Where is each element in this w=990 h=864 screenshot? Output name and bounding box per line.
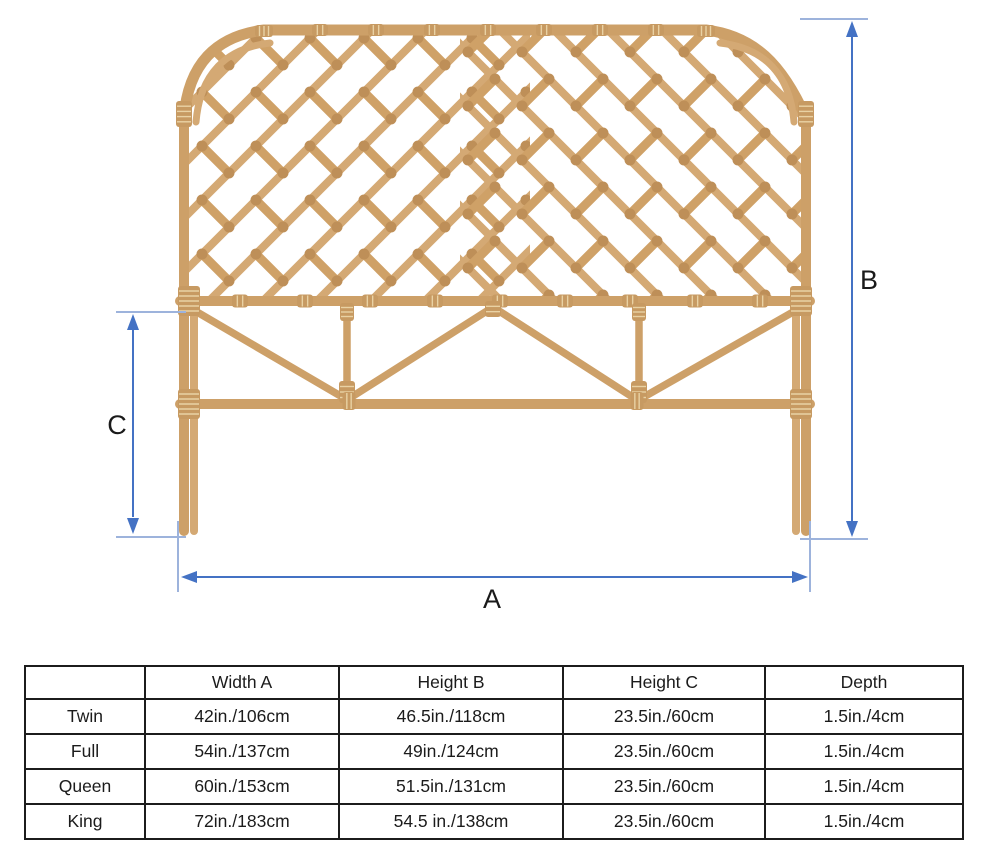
cell: 1.5in./4cm	[765, 769, 963, 804]
header-blank	[25, 666, 145, 699]
dimension-label-a: A	[482, 584, 502, 614]
table-row-twin	[25, 699, 963, 734]
cell: 46.5in./118cm	[339, 699, 563, 734]
cell: 23.5in./60cm	[563, 769, 765, 804]
cell: 1.5in./4cm	[765, 734, 963, 769]
table-row-full	[25, 734, 963, 769]
cell: 60in./153cm	[145, 769, 339, 804]
header-depth: Depth	[765, 666, 963, 699]
cell: 49in./124cm	[339, 734, 563, 769]
table-row-queen	[25, 769, 963, 804]
cell: 54.5 in./138cm	[339, 804, 563, 839]
cell: 54in./137cm	[145, 734, 339, 769]
cell: 1.5in./4cm	[765, 699, 963, 734]
size-table	[24, 665, 964, 840]
headboard-illustration	[0, 20, 990, 532]
row-label: King	[25, 804, 145, 839]
header-width-a: Width A	[145, 666, 339, 699]
table-row-king	[25, 804, 963, 839]
size-table-header-row	[25, 666, 963, 699]
cell: 51.5in./131cm	[339, 769, 563, 804]
cell: 72in./183cm	[145, 804, 339, 839]
header-height-c: Height C	[563, 666, 765, 699]
row-label: Full	[25, 734, 145, 769]
header-height-b: Height B	[339, 666, 563, 699]
row-label: Twin	[25, 699, 145, 734]
row-label: Queen	[25, 769, 145, 804]
dimension-label-c: C	[107, 410, 127, 440]
cell: 42in./106cm	[145, 699, 339, 734]
dimension-label-b: B	[859, 265, 879, 295]
cell: 23.5in./60cm	[563, 804, 765, 839]
cell: 1.5in./4cm	[765, 804, 963, 839]
cell: 23.5in./60cm	[563, 699, 765, 734]
cell: 23.5in./60cm	[563, 734, 765, 769]
